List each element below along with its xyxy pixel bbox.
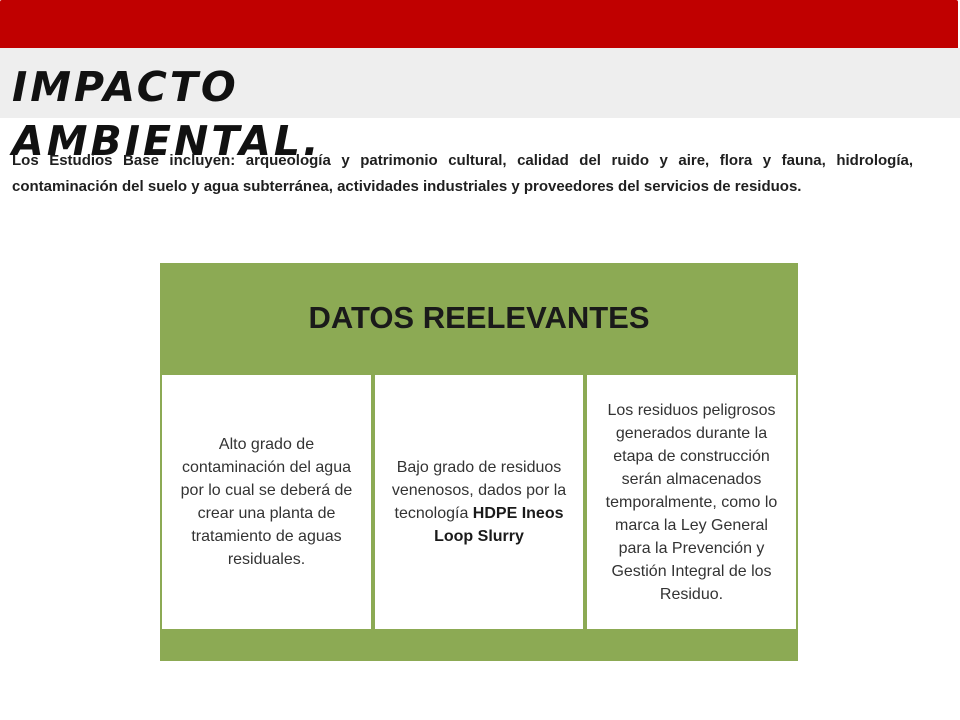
data-card-text: Los residuos peligrosos generados durante la etapa de construcción serán almacenados temporalmente, como lo marca la Ley General para la Prevención y Gestión Integral de los Residuo.: [605, 401, 778, 603]
data-card-water: [160, 373, 373, 631]
slide-title: IMPACTO AMBIENTAL.: [12, 63, 322, 165]
intro-paragraph: Los Estudios Base incluyen: arqueología y patrimonio cultural, calidad del ruido y aire, flora y fauna, hidrología, contaminación del suelo y agua subterránea, actividades industriales y proveedores del servicios de residuos.: [12, 152, 913, 195]
data-card-waste: [373, 373, 585, 631]
top-red-bar: [0, 0, 958, 48]
data-card-hazardous: [585, 373, 798, 631]
data-card-technology: HDPE Ineos Loop Slurry: [434, 505, 564, 545]
data-panel-heading: DATOS REELEVANTES: [308, 300, 650, 335]
data-card-text: Alto grado de contaminación del agua por lo cual se deberá de crear una planta de tratamiento de aguas residuales.: [180, 436, 353, 568]
data-card-text-wrap: [385, 456, 573, 548]
data-card-text: Bajo grado de residuos venenosos, dados por la tecnología: [391, 459, 567, 522]
